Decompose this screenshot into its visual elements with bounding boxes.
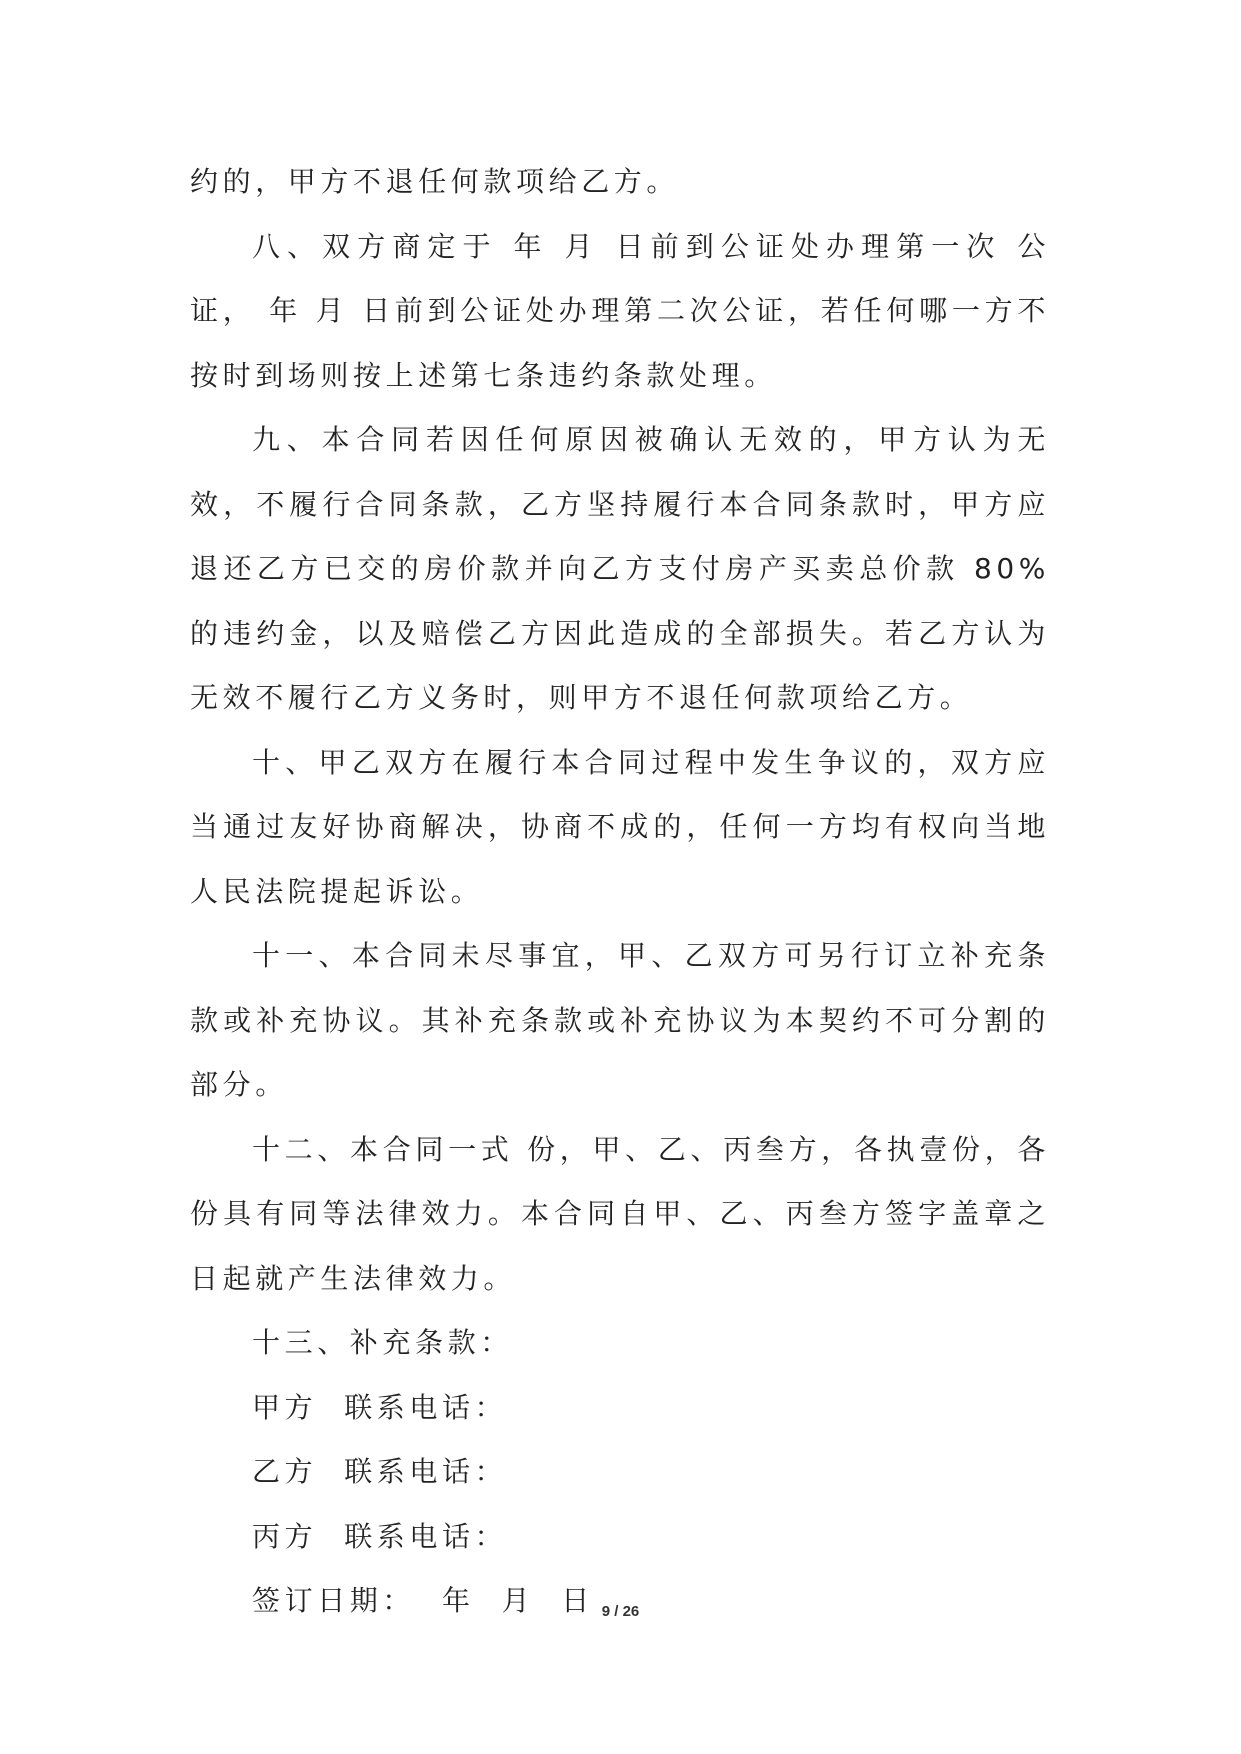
paragraph-clause-12: 十二、本合同一式 份，甲、乙、丙叁方，各执壹份，各份具有同等法律效力。本合同自甲、乙、丙叁方签字盖章之日起就产生法律效力。 <box>190 1132 1050 1295</box>
document-body <box>190 150 1050 1634</box>
paragraph-continuation: 约的，甲方不退任何款项给乙方。 <box>190 165 680 198</box>
paragraph-clause-9: 九、本合同若因任何原因被确认无效的，甲方认为无效，不履行合同条款，乙方坚持履行本合同条款时，甲方应退还乙方已交的房价款并向乙方支付房产买卖总价款 80%的违约金，以及赔偿乙方因此造成的全部损失。若乙方认为无效不履行乙方义务时，则甲方不退任何款项给乙方。 <box>190 423 1050 714</box>
party-c-contact-line: 丙方 联系电话： <box>252 1519 508 1553</box>
signing-date-line: 签订日期： 年 月 日 <box>252 1584 594 1617</box>
supplementary-terms-line: 十三、补充条款： <box>252 1326 513 1359</box>
party-b-contact-line: 乙方 联系电话： <box>252 1455 508 1488</box>
paragraph-clause-10: 十、甲乙双方在履行本合同过程中发生争议的，双方应当通过友好协商解决，协商不成的，任何一方均有权向当地人民法院提起诉讼。 <box>190 745 1050 908</box>
paragraph-clause-11: 十一、本合同未尽事宜，甲、乙双方可另行订立补充条款或补充协议。其补充条款或补充协议为本契约不可分割的部分。 <box>190 939 1050 1101</box>
page-number: 9 / 26 <box>601 1603 640 1620</box>
paragraph-clause-8: 八、双方商定于 年 月 日前到公证处办理第一次 公证， 年 月 日前到公证处办理第二次公证，若任何哪一方不按时到场则按上述第七条违约条款处理。 <box>190 229 1050 392</box>
party-a-contact-line: 甲方 联系电话： <box>252 1390 508 1424</box>
